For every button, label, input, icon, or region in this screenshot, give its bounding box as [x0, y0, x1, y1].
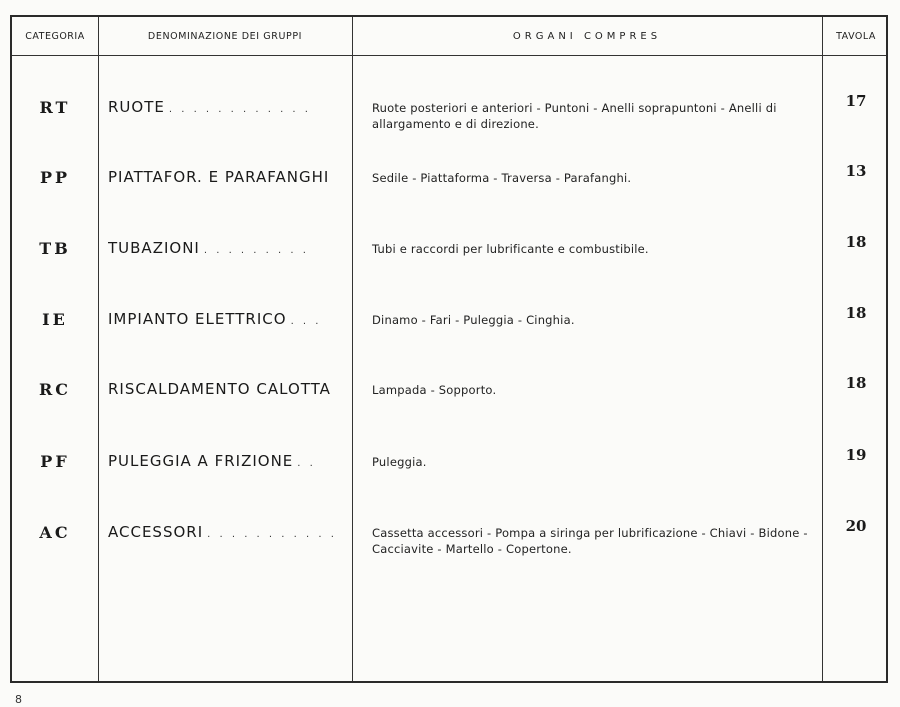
- row-tavola: 18: [845, 304, 867, 322]
- row-group: [108, 380, 348, 398]
- group-label: PULEGGIA A FRIZIONE: [108, 452, 294, 470]
- header-denominazione: DENOMINAZIONE DEI GRUPPI: [147, 30, 303, 42]
- leader-dots: . . . . . . . . .: [203, 245, 309, 256]
- row-group: [108, 239, 348, 257]
- group-label: RUOTE: [108, 98, 165, 116]
- header-tavola: TAVOLA: [836, 30, 876, 42]
- row-tavola: 17: [845, 92, 867, 110]
- group-label: ACCESSORI: [108, 523, 204, 541]
- group-label: TUBAZIONI: [108, 239, 200, 257]
- header-divider: [12, 55, 886, 56]
- table-row: [12, 374, 886, 420]
- row-group: [108, 523, 348, 541]
- table-row: [12, 162, 886, 208]
- row-code: IE: [42, 310, 68, 329]
- table-row: [12, 304, 886, 350]
- row-tavola: 13: [845, 162, 867, 180]
- row-group: [108, 98, 348, 116]
- leader-dots: . . . . . . . . . . .: [207, 529, 337, 540]
- row-code: RT: [39, 98, 71, 117]
- header-categoria: CATEGORIA: [25, 30, 85, 42]
- row-tavola: 20: [845, 517, 867, 535]
- row-description: Ruote posteriori e anteriori - Puntoni - Anelli soprapuntoni - Anelli di allargamento e di direzione.: [372, 101, 777, 131]
- row-code: RC: [38, 380, 72, 399]
- group-label: PIATTAFOR. E PARAFANGHI: [108, 168, 330, 186]
- group-label: IMPIANTO ELETTRICO: [108, 310, 287, 328]
- page-number: 8: [15, 693, 22, 706]
- row-tavola: 18: [845, 374, 867, 392]
- table-frame: [10, 15, 888, 683]
- group-label: RISCALDAMENTO CALOTTA: [108, 380, 331, 398]
- row-description: Sedile - Piattaforma - Traversa - Parafanghi.: [372, 171, 632, 185]
- table-row: [12, 517, 886, 563]
- header-organi: ORGANI COMPRES: [512, 30, 662, 42]
- row-group: [108, 310, 348, 328]
- leader-dots: . . . . . . . . . . . .: [168, 104, 311, 115]
- table-row: [12, 233, 886, 279]
- leader-dots: . .: [297, 458, 316, 469]
- row-description: Cassetta accessori - Pompa a siringa per lubrificazione - Chiavi - Bidone - Cacciavite - Martello - Copertone.: [372, 526, 808, 556]
- row-code: PP: [39, 168, 71, 187]
- row-description: Dinamo - Fari - Puleggia - Cinghia.: [372, 313, 575, 327]
- row-group: [108, 168, 348, 186]
- table-row: [12, 92, 886, 138]
- row-tavola: 18: [845, 233, 867, 251]
- row-code: AC: [39, 523, 71, 542]
- row-description: Lampada - Sopporto.: [372, 383, 497, 397]
- row-tavola: 19: [845, 446, 867, 464]
- row-code: TB: [39, 239, 71, 258]
- row-description: Puleggia.: [372, 455, 427, 469]
- row-group: [108, 452, 348, 470]
- row-description: Tubi e raccordi per lubrificante e combustibile.: [372, 242, 649, 256]
- row-code: PF: [40, 452, 70, 471]
- leader-dots: . . .: [290, 316, 322, 327]
- table-row: [12, 446, 886, 492]
